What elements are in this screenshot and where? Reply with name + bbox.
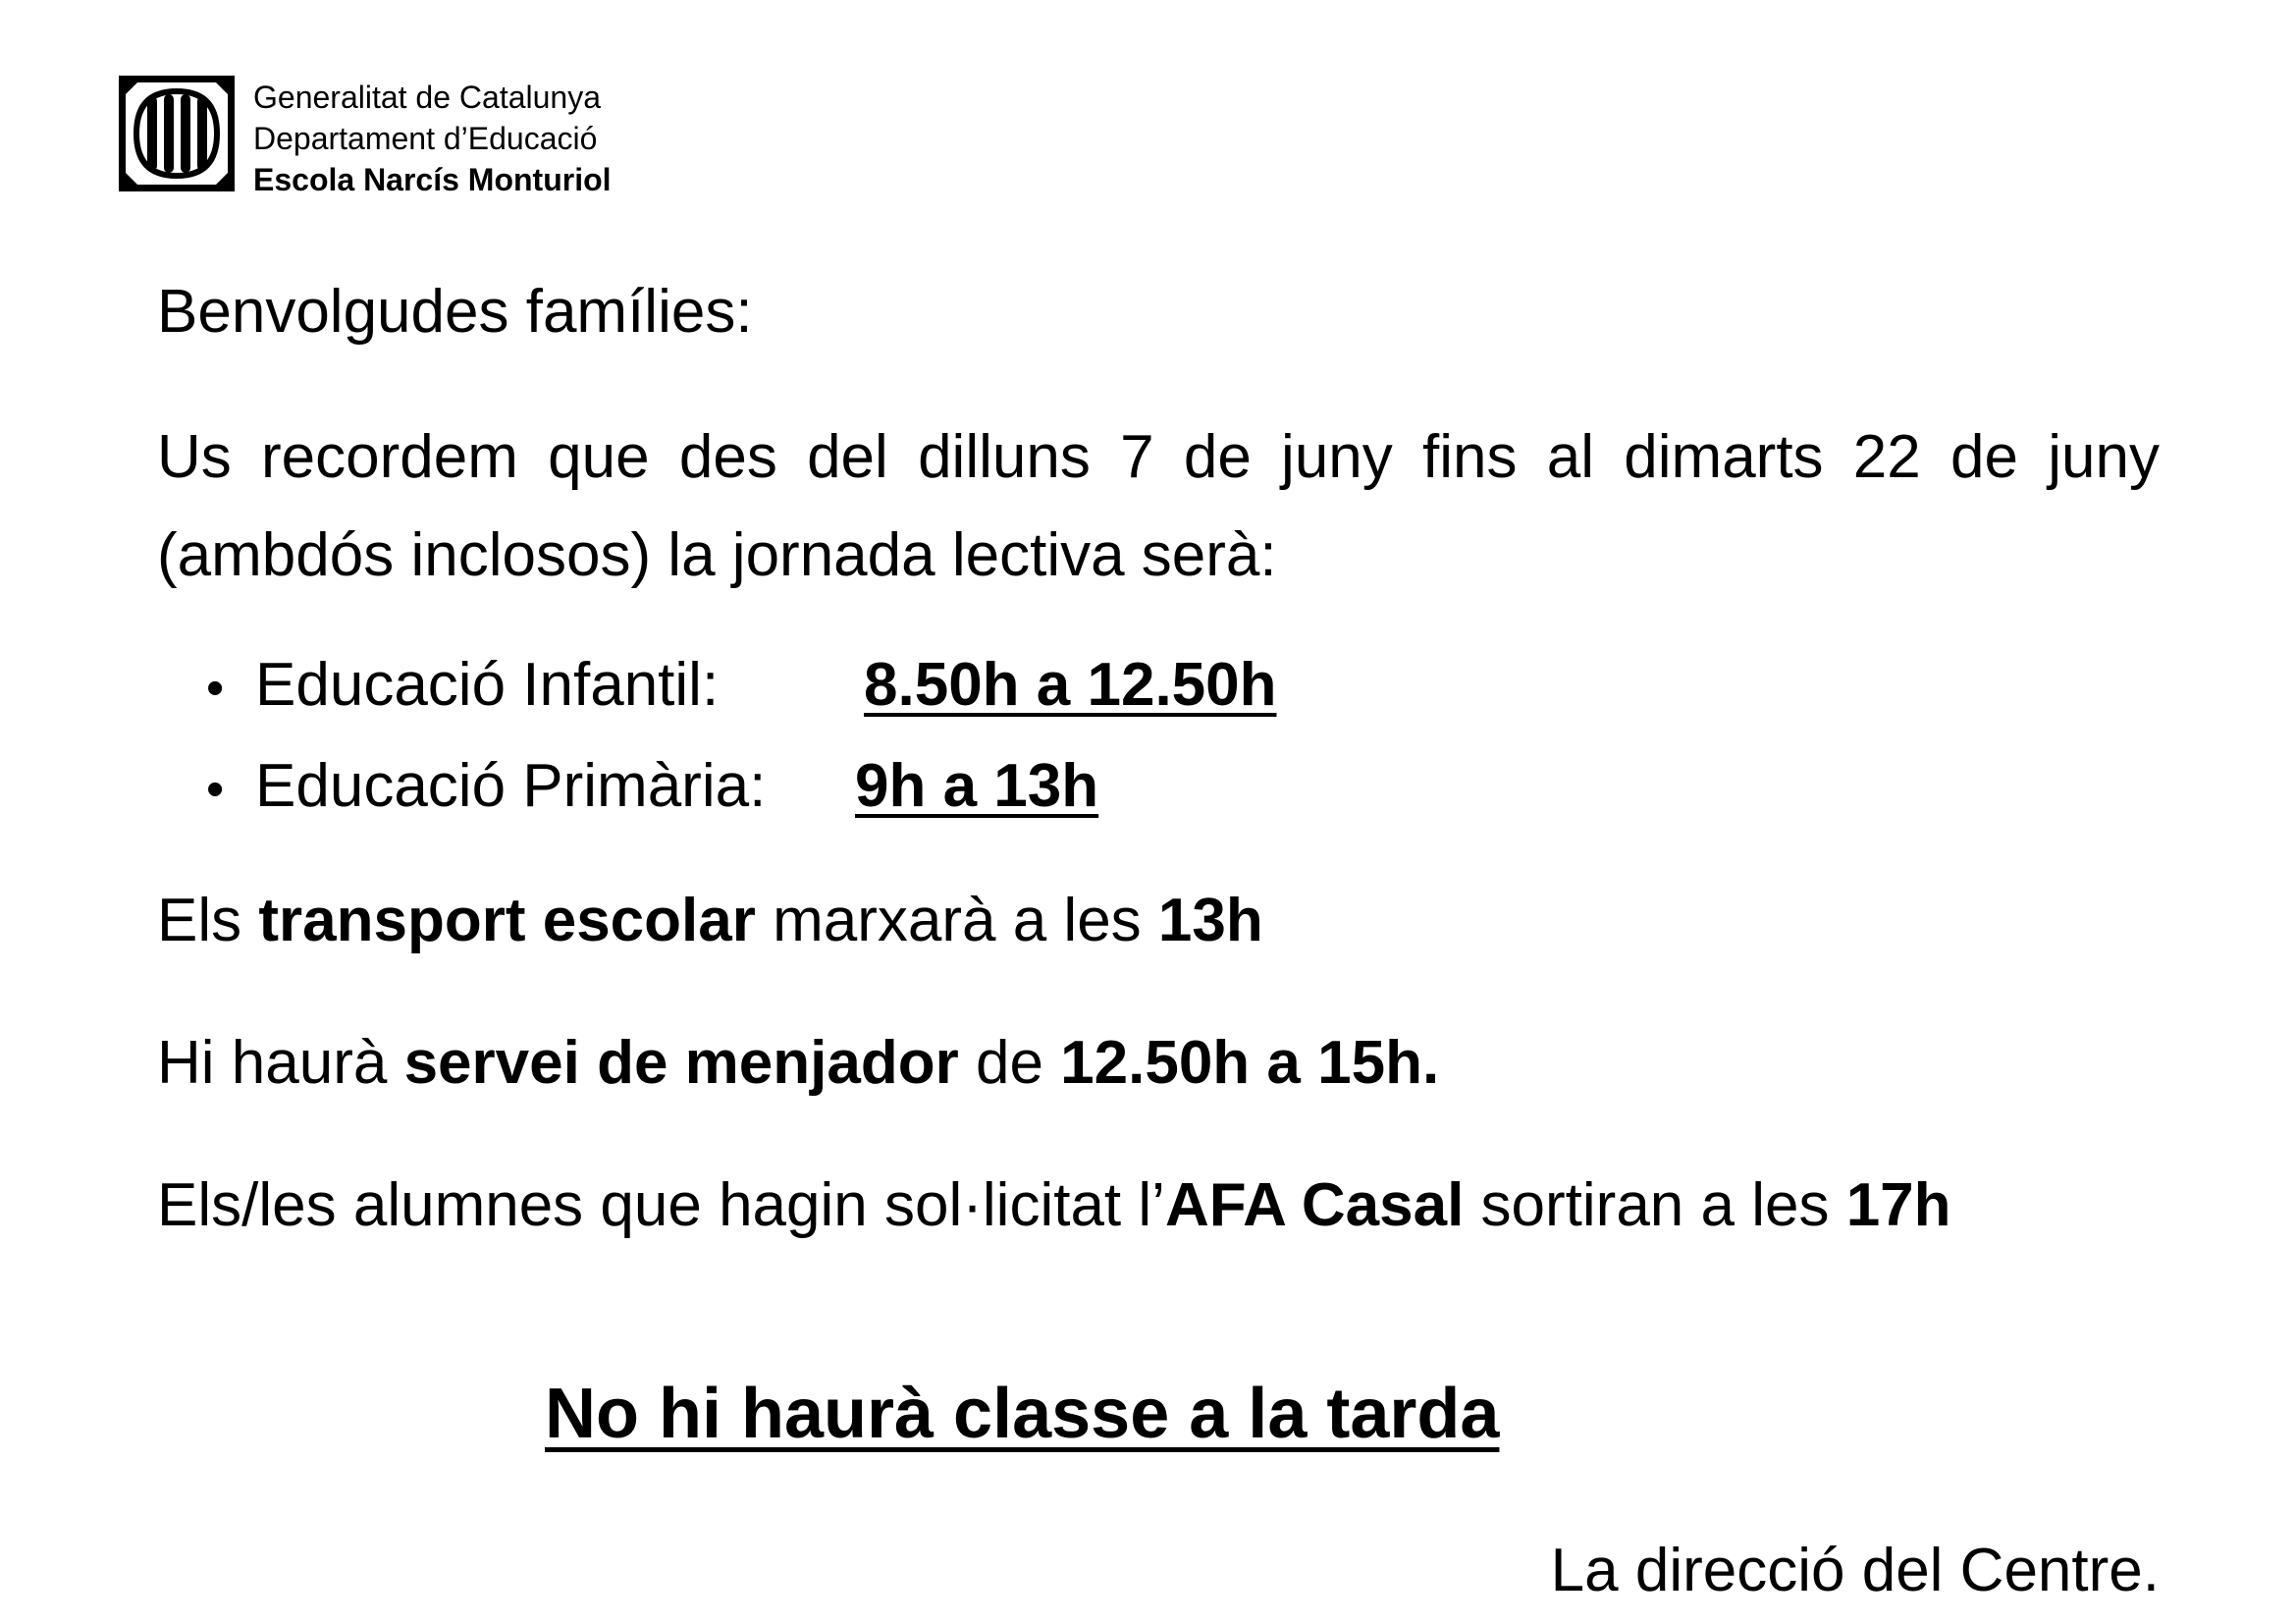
transport-text-pre: Els (157, 887, 259, 954)
menjador-highlight: servei de menjador (403, 1029, 959, 1097)
transport-time: 13h (1157, 887, 1263, 954)
schedule-label: Educació Infantil: (255, 651, 720, 719)
signature: La direcció del Centre. (1550, 1537, 2160, 1604)
transport-paragraph (157, 872, 1263, 970)
generalitat-logo-icon (118, 75, 236, 192)
afa-text-mid: sortiran a les (1464, 1171, 1846, 1239)
bullet-icon: • (206, 660, 225, 717)
institution-name: Generalitat de Catalunya (253, 80, 601, 115)
transport-text-mid: marxarà a les (755, 887, 1158, 954)
menjador-paragraph (157, 1014, 1439, 1112)
afa-text-pre: Els/les alumnes que hagin sol·licitat l’ (157, 1171, 1165, 1239)
menjador-text-pre: Hi haurà (157, 1029, 404, 1097)
schedule-list (206, 636, 1277, 839)
transport-highlight: transport escolar (258, 887, 756, 954)
afa-paragraph (157, 1157, 2160, 1255)
schedule-item-primaria (206, 737, 1277, 839)
afa-highlight: AFA Casal (1164, 1171, 1465, 1239)
department-name: Departament d’Educació (253, 121, 598, 156)
intro-paragraph: Us recordem que des del dilluns 7 de juny fins al dimarts 22 de juny (ambdós inclosos) la jornada lectiva serà: (157, 423, 2160, 589)
afa-time: 17h (1845, 1171, 1951, 1239)
schedule-item-infantil (206, 636, 1277, 737)
menjador-time: 12.50h a 15h. (1060, 1029, 1440, 1097)
schedule-label: Educació Primària: (255, 752, 767, 820)
no-afternoon-class-notice: No hi haurà classe a la tarda (545, 1375, 1500, 1453)
menjador-text-mid: de (958, 1029, 1061, 1097)
schedule-times: 8.50h a 12.50h (864, 651, 1277, 719)
schedule-times: 9h a 13h (855, 752, 1099, 820)
bullet-icon: • (206, 761, 225, 818)
school-name: Escola Narcís Monturiol (253, 162, 612, 197)
greeting: Benvolgudes famílies: (157, 278, 753, 346)
letterhead-text (253, 77, 803, 200)
